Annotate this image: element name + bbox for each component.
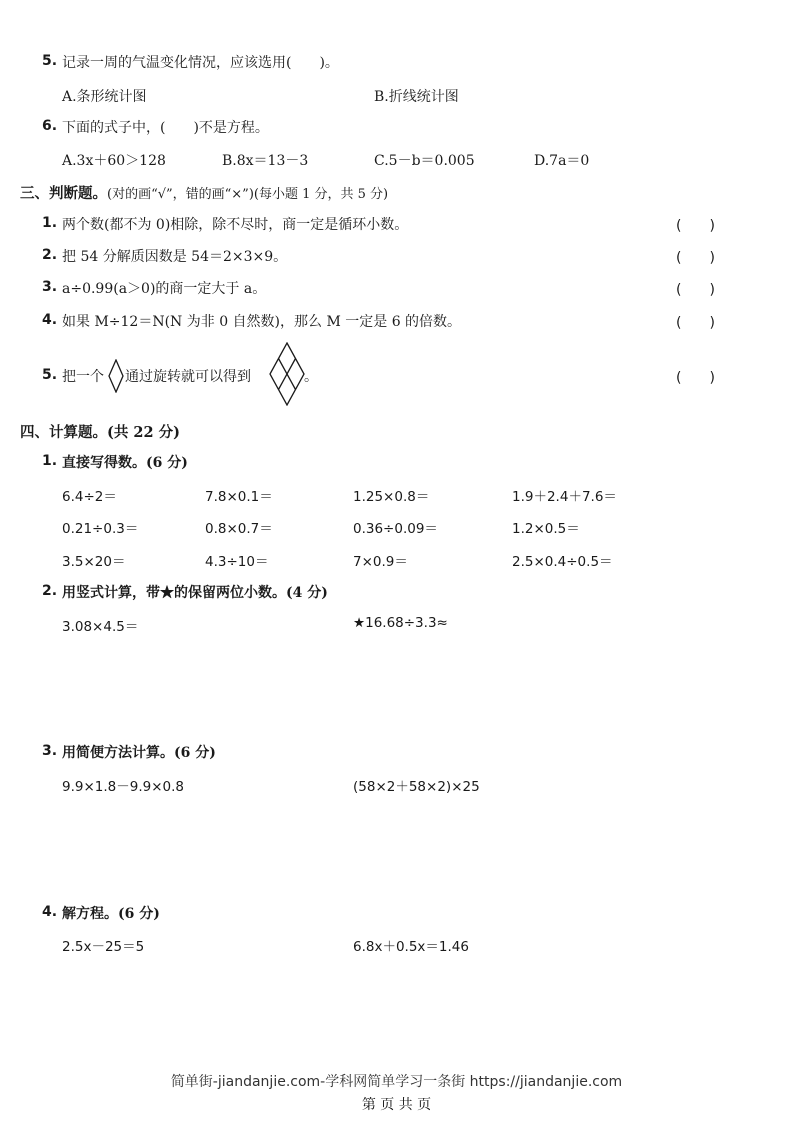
judge-5-text-c: 。 (304, 369, 318, 385)
rotated-rhombus-figure (269, 342, 305, 406)
q5-text: 记录一周的气温变化情况，应该选用( )。 (62, 55, 339, 71)
q6-option-a: A.3x＋60＞128 (62, 153, 166, 169)
q5-number: 5. (42, 53, 58, 69)
q5-option-a: A.条形统计图 (62, 89, 147, 105)
q6-text: 下面的式子中，( )不是方程。 (62, 120, 269, 136)
q6-option-c: C.5－b＝0.005 (374, 153, 475, 169)
simplify-calc-b: (58×2＋58×2)×25 (353, 779, 480, 795)
footer-site-link[interactable]: 简单街-jiandanjie.com-学科网简单学习一条街 https://jiandanjie.com (170, 1074, 623, 1090)
judge-3-text: a÷0.99(a＞0)的商一定大于 a。 (62, 281, 267, 297)
judge-1-answer-paren[interactable]: ( ) (676, 218, 715, 234)
calc-part-2-number: 2. (42, 583, 58, 599)
calc-part-2-title: 用竖式计算，带★的保留两位小数。(4 分) (62, 585, 328, 601)
oral-calc-item: 0.36÷0.09＝ (353, 521, 438, 537)
section-3-heading (20, 182, 388, 203)
judge-4-number: 4. (42, 312, 58, 328)
q6-number: 6. (42, 118, 58, 134)
simplify-calc-a: 9.9×1.8－9.9×0.8 (62, 779, 185, 795)
q5-option-b: B.折线统计图 (374, 89, 459, 105)
judge-4-text: 如果 M÷12＝N(N 为非 0 自然数)，那么 M 一定是 6 的倍数。 (62, 314, 462, 330)
judge-5-number: 5. (42, 367, 58, 383)
judge-2-text: 把 54 分解质因数是 54＝2×3×9。 (62, 249, 288, 265)
oral-calc-item: 1.25×0.8＝ (353, 489, 430, 505)
judge-5-text-a: 把一个 (62, 369, 104, 385)
q6-option-b: B.8x＝13－3 (222, 153, 309, 169)
calc-part-4-title: 解方程。(6 分) (62, 906, 160, 922)
equation-a: 2.5x－25＝5 (62, 939, 145, 955)
oral-calc-item: 6.4÷2＝ (62, 489, 117, 505)
calc-part-3-title: 用简便方法计算。(6 分) (62, 745, 216, 761)
judge-3-answer-paren[interactable]: ( ) (676, 282, 715, 298)
calc-part-4-number: 4. (42, 904, 58, 920)
oral-calc-item: 7.8×0.1＝ (205, 489, 273, 505)
judge-5-text-b: 通过旋转就可以得到 (125, 369, 251, 385)
judge-2-number: 2. (42, 247, 58, 263)
section-3-title: 三、判断题。 (20, 185, 107, 202)
oral-calc-item: 7×0.9＝ (353, 554, 408, 570)
vertical-calc-a: 3.08×4.5＝ (62, 619, 139, 635)
vertical-calc-b: ★16.68÷3.3≈ (353, 615, 448, 631)
judge-2-answer-paren[interactable]: ( ) (676, 250, 715, 266)
oral-calc-item: 4.3÷10＝ (205, 554, 269, 570)
judge-3-number: 3. (42, 279, 58, 295)
section-3-note: (对的画“√”，错的画“×”)(每小题 1 分，共 5 分) (107, 187, 389, 202)
oral-calc-item: 1.2×0.5＝ (512, 521, 580, 537)
judge-4-answer-paren[interactable]: ( ) (676, 315, 715, 331)
calc-part-3-number: 3. (42, 743, 58, 759)
footer-page-number: 第 页 共 页 (361, 1097, 432, 1113)
single-rhombus-figure (108, 359, 124, 393)
judge-1-number: 1. (42, 215, 58, 231)
oral-calc-item: 0.21÷0.3＝ (62, 521, 139, 537)
calc-part-1-title: 直接写得数。(6 分) (62, 455, 188, 471)
oral-calc-item: 0.8×0.7＝ (205, 521, 273, 537)
judge-5-answer-paren[interactable]: ( ) (676, 370, 715, 386)
oral-calc-item: 2.5×0.4÷0.5＝ (512, 554, 613, 570)
q6-option-d: D.7a＝0 (534, 153, 590, 169)
oral-calc-item: 3.5×20＝ (62, 554, 126, 570)
calc-part-1-number: 1. (42, 453, 58, 469)
equation-b: 6.8x＋0.5x＝1.46 (353, 939, 469, 955)
section-4-title: 四、计算题。(共 22 分) (20, 424, 180, 441)
judge-1-text: 两个数(都不为 0)相除，除不尽时，商一定是循环小数。 (62, 217, 409, 233)
oral-calc-item: 1.9＋2.4＋7.6＝ (512, 489, 617, 505)
